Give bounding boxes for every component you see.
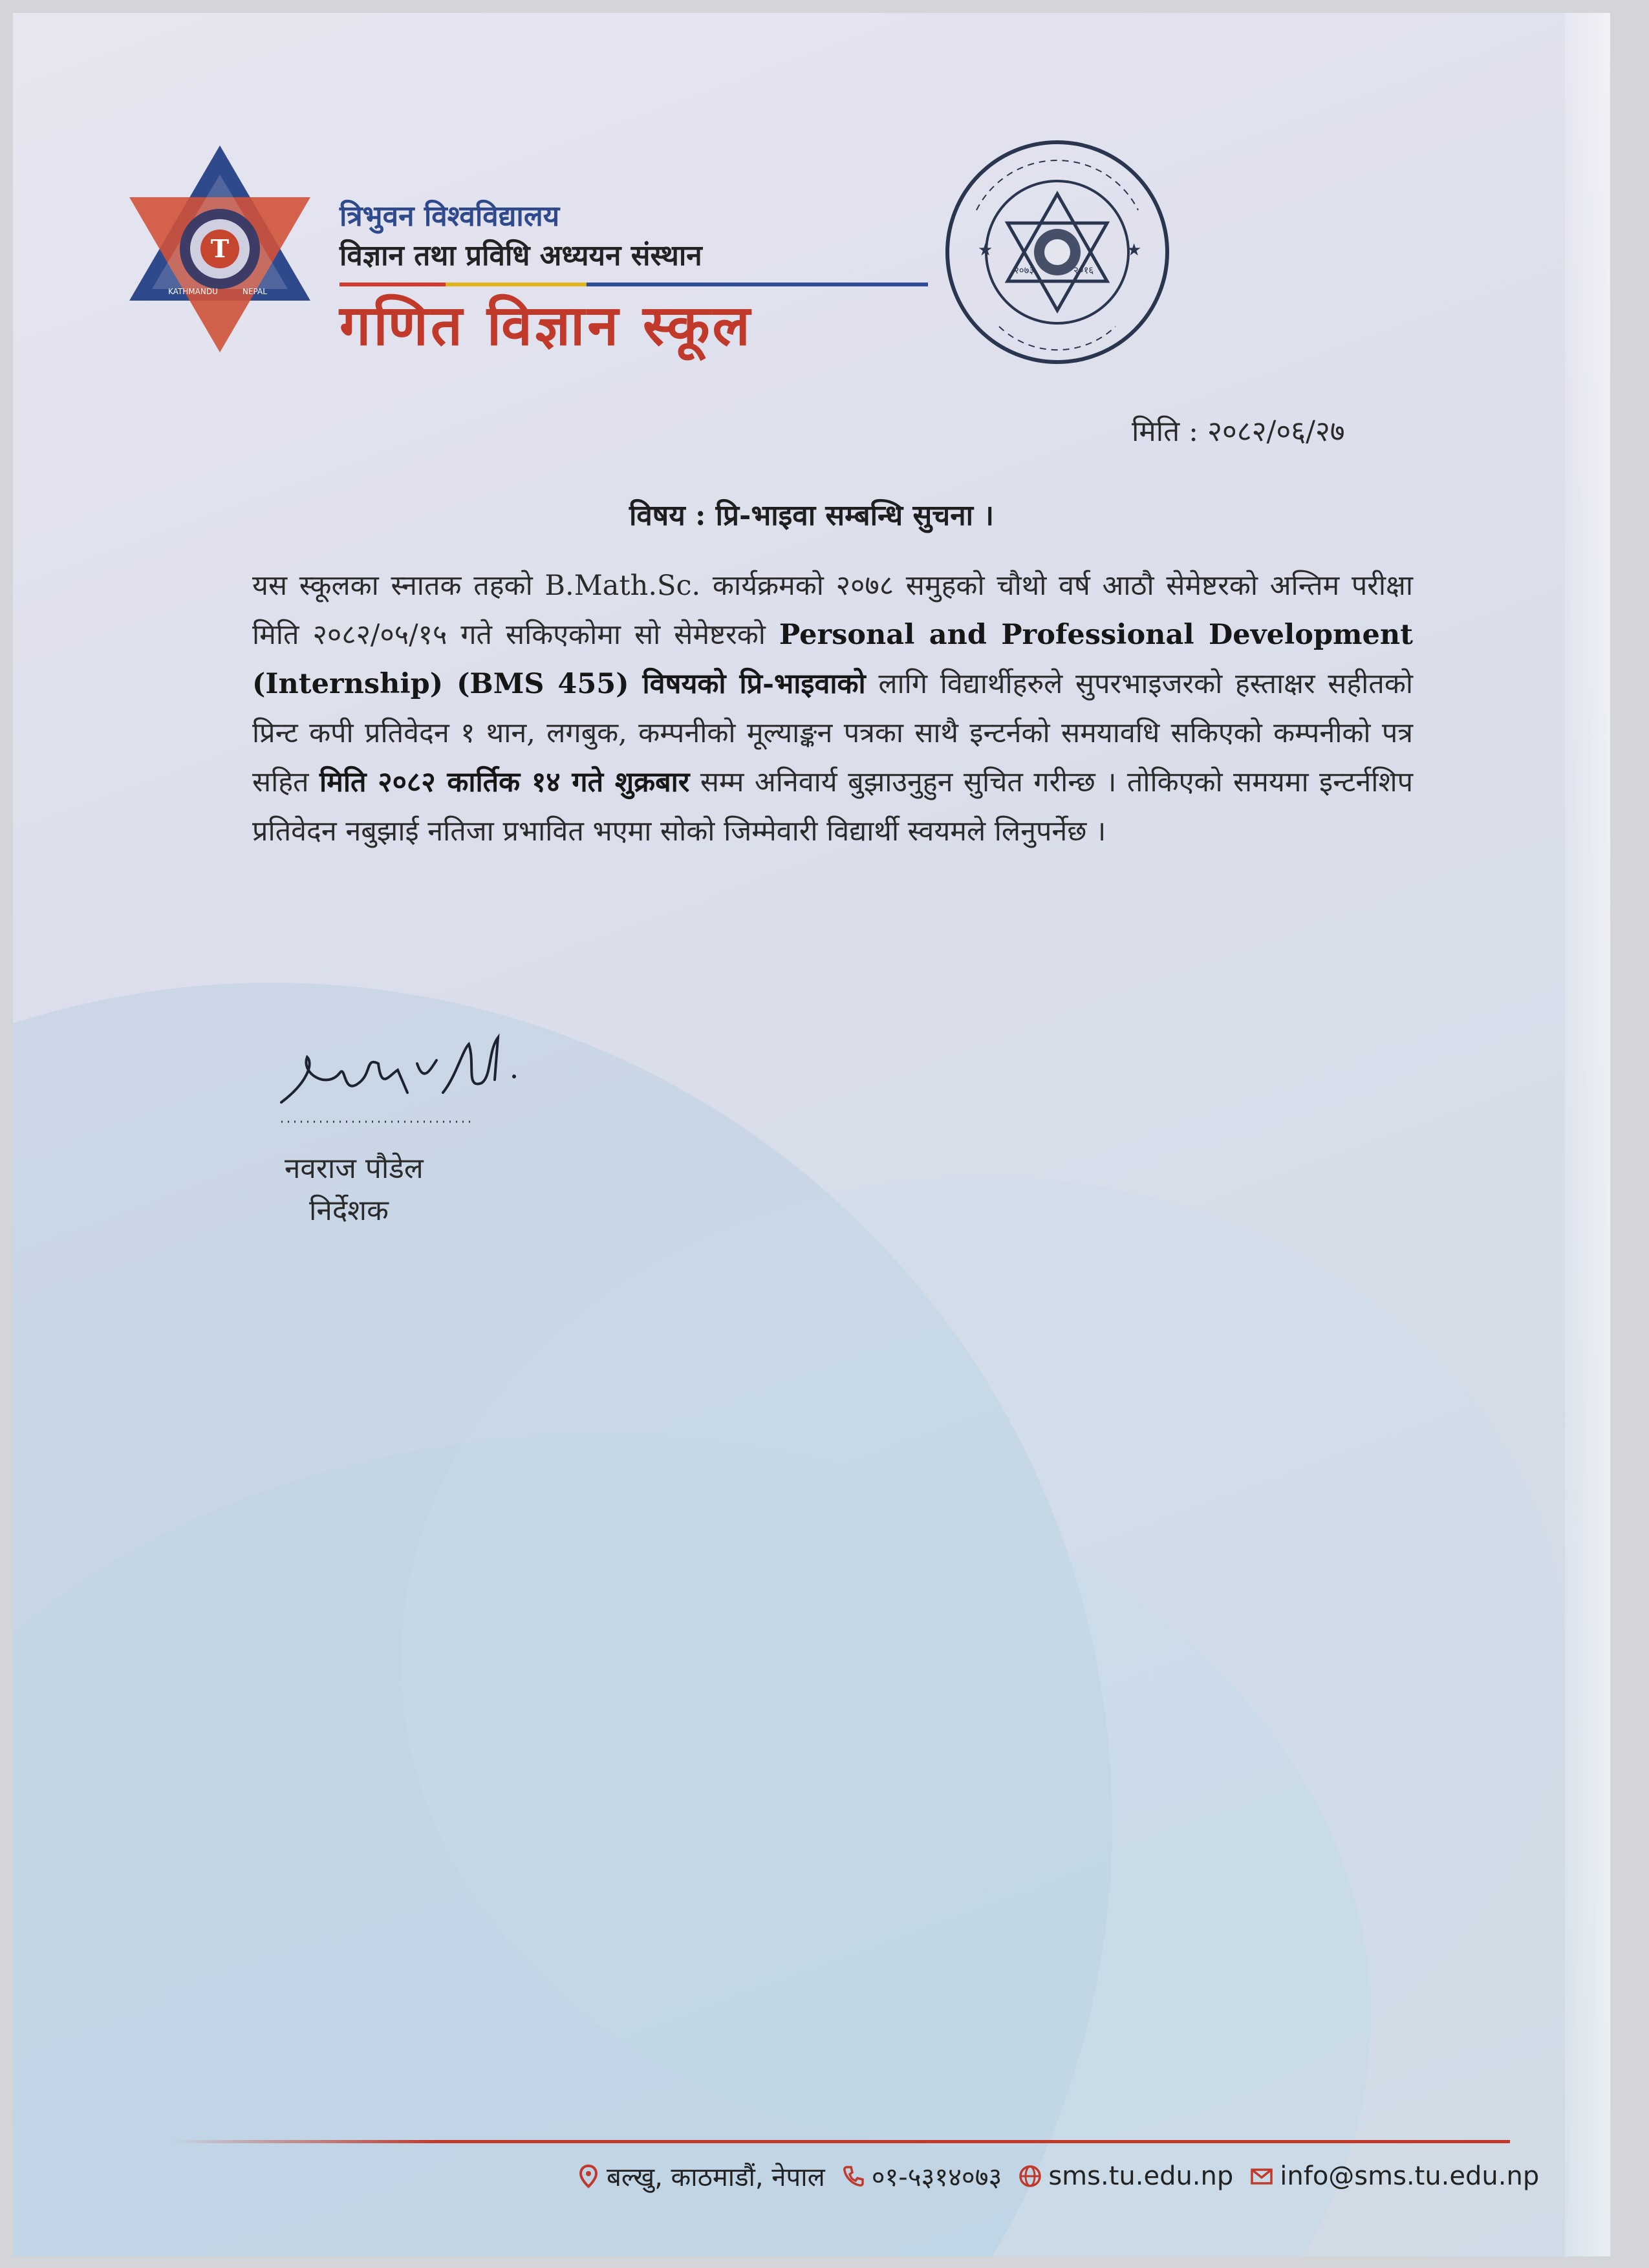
footer-phone bbox=[841, 2158, 1002, 2194]
body-text-part: लागि विद्यार्थीहरुले सुपरभाइजरको हस्ताक्षर सहीतको प्रिन्ट कपी प्रतिवेदन १ थान, लगबुक, कम्पनीको मूल्याङ्कन पत्रका साथै इन्टर्नको समयावधि सकिएको कम्पनीको पत्र सहित bbox=[252, 668, 1413, 798]
svg-text:★: ★ bbox=[1126, 241, 1142, 260]
body-bold-course: Personal and Professional Development (Internship) (BMS 455) विषयको प्रि-भाइवाको bbox=[252, 619, 1413, 700]
letter-page bbox=[13, 13, 1610, 2256]
notice-body bbox=[252, 561, 1413, 856]
website-link[interactable]: sms.tu.edu.np bbox=[1048, 2161, 1234, 2191]
university-name: त्रिभुवन विश्वविद्यालय bbox=[339, 200, 560, 233]
address-text: बल्खु, काठमाडौं, नेपाल bbox=[607, 2163, 825, 2192]
footer-website[interactable] bbox=[1017, 2161, 1233, 2191]
footer-email[interactable] bbox=[1249, 2161, 1539, 2191]
svg-text:NEPAL: NEPAL bbox=[242, 287, 267, 296]
background-wave bbox=[401, 1177, 1565, 2146]
phone-icon bbox=[841, 2163, 867, 2189]
footer-address bbox=[576, 2158, 825, 2194]
svg-text:★: ★ bbox=[978, 241, 993, 260]
svg-text:T: T bbox=[210, 234, 230, 263]
body-text-part: सम्म अनिवार्य बुझाउनुहुन सुचित गरीन्छ । तोकिएको समयमा इन्टर्नशिप प्रतिवेदन नबुझाई नतिजा प्रभावित भएमा सोको जिम्मेवारी विद्यार्थी स्वयमले लिनुपर्नेछ । bbox=[252, 766, 1413, 848]
institute-name: विज्ञान तथा प्रविधि अध्ययन संस्थान bbox=[339, 239, 702, 272]
tribhuvan-university-logo bbox=[123, 139, 317, 359]
phone-text: ०१-५३१४०७३ bbox=[871, 2163, 1002, 2192]
signatory-name: नवराज पौडेल bbox=[285, 1152, 424, 1185]
paper-edge bbox=[1565, 13, 1610, 2256]
body-text-part: यस स्कूलका स्नातक तहको B.Math.Sc. कार्यक्रमको २०७८ समुहको चौथो वर्ष आठौ सेमेष्टरको अन्तिम परीक्षा मिति २०८२/०५/१५ गते सकिएकोमा सो सेमेष्टरको bbox=[252, 570, 1413, 651]
location-icon bbox=[576, 2163, 601, 2189]
signatory-title: निर्देशक bbox=[309, 1194, 389, 1227]
email-link[interactable]: info@sms.tu.edu.np bbox=[1280, 2161, 1540, 2191]
svg-text:२०१६: २०१६ bbox=[1073, 264, 1094, 276]
body-bold-deadline: मिति २०८२ कार्तिक १४ गते शुक्रबार bbox=[319, 766, 690, 798]
letterhead bbox=[339, 197, 928, 361]
letter-date: मिति : २०८२/०६/२७ bbox=[1132, 415, 1345, 448]
svg-text:२०७३: २०७३ bbox=[1014, 264, 1035, 276]
footer-divider bbox=[171, 2140, 1510, 2143]
svg-text:KATHMANDU: KATHMANDU bbox=[168, 287, 218, 296]
header-divider bbox=[339, 283, 928, 286]
footer-contact bbox=[576, 2158, 1540, 2194]
institute-seal bbox=[938, 133, 1177, 372]
school-name: गणित विज्ञान स्कूल bbox=[339, 293, 753, 358]
mail-icon bbox=[1249, 2163, 1275, 2189]
globe-icon bbox=[1017, 2163, 1043, 2189]
director-signature bbox=[268, 1012, 579, 1141]
letter-subject: विषय : प्रि-भाइवा सम्बन्धि सुचना । bbox=[629, 499, 995, 532]
